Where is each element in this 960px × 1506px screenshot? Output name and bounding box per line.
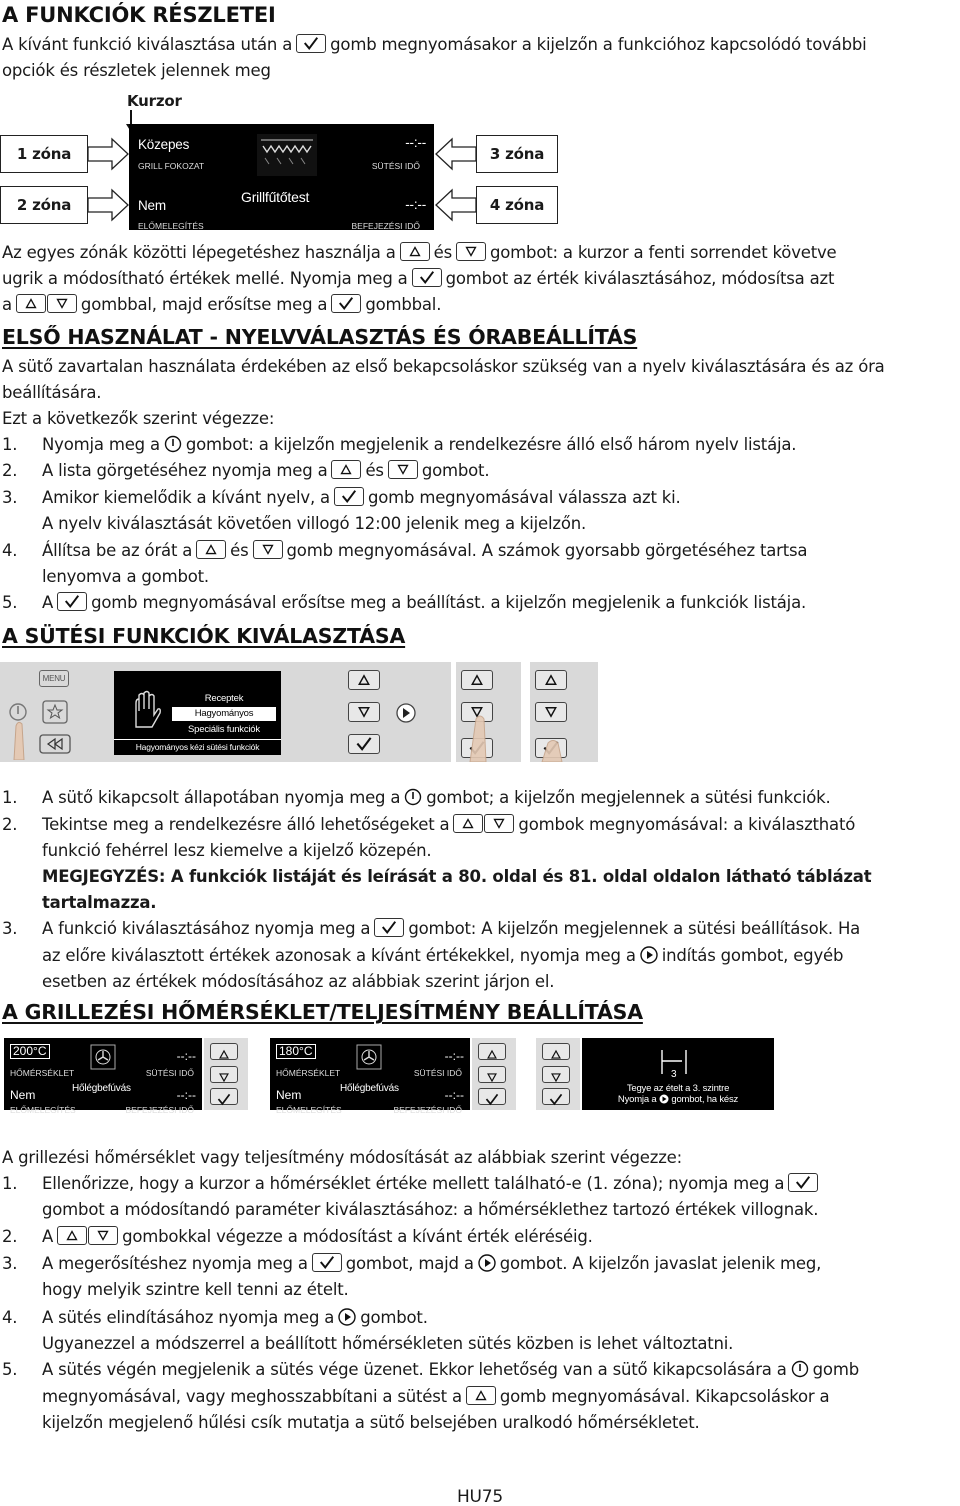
check-icon (57, 592, 87, 611)
end-time-value: --:-- (176, 1088, 196, 1102)
temp-value: 200°C (10, 1044, 50, 1059)
step-number: 4. (2, 541, 18, 560)
time-label: SÜTÉSI IDŐ (413, 1068, 462, 1078)
menu-item-specialis[interactable]: Speciális funkciók (188, 724, 260, 735)
menu-button[interactable]: MENU (39, 670, 69, 687)
up-button[interactable] (210, 1043, 238, 1060)
step-number: 2. (2, 815, 18, 834)
down-icon (253, 540, 283, 559)
check-button[interactable] (210, 1088, 238, 1105)
zone1-label: GRILL FOKOZAT (138, 161, 205, 171)
preheat-label: ELŐMELEGÍTÉS (10, 1105, 76, 1115)
up-icon (57, 1226, 87, 1245)
up-icon (16, 294, 46, 313)
check-icon (296, 34, 326, 53)
zone1-value: Közepes (138, 137, 190, 152)
elso-p2: beállítására. (2, 383, 102, 402)
elso-step-3b: A nyelv kiválasztását követően villogó 12:00 jelenik meg a kijelzőn. (42, 514, 587, 533)
grill-step-1b: gombot a módosítandó paraméter kiválasztásához: a hőmérséklethez tartozó értékek villognak. (42, 1200, 819, 1219)
sutesi-step-3b: az előre kiválasztott értékek azonosak a kívánt értékekkel, nyomja meg a indítás gombot, egyéb (42, 946, 844, 965)
arrow-right-icon (88, 131, 130, 231)
temp-value: 180°C (276, 1044, 316, 1059)
step-number: 3. (2, 919, 18, 938)
grill-display-1 (4, 1038, 202, 1115)
grill-step-2: A gombokkal végezze a módosítást a kívánt érték eléréséig. (42, 1227, 593, 1246)
oven-display (129, 124, 434, 230)
zones-text-1: Az egyes zónák közötti lépegetéshez használja a és gombot: a kurzor a fenti sorrendet követve (2, 243, 837, 262)
up-button[interactable] (478, 1043, 506, 1060)
elso-step-1: Nyomja meg a gombot: a kijelzőn megjelenik a rendelkezésre álló első három nyelv listája. (42, 435, 797, 454)
step-number: 4. (2, 1308, 18, 1327)
sutesi-note-1: MEGJEGYZÉS: A funkciók listáját és leírását a 80. oldal és 81. oldal oldalon látható táblázat (42, 867, 872, 886)
function-name: Hőlégbefúvás (72, 1083, 131, 1094)
menu-footer-label: Hagyományos kézi sütési funkciók (114, 739, 281, 754)
hand-icon (128, 689, 162, 729)
grill-step-5: A sütés végén megjelenik a sütés vége üzenet. Ekkor lehetőség van a sütő kikapcsolására a gomb (42, 1360, 859, 1379)
grill-step-3: A megerősítéshez nyomja meg a gombot, majd a gombot. A kijelzőn javaslat jelenik meg, (42, 1254, 822, 1273)
up-icon (466, 1386, 496, 1405)
power-icon (791, 1360, 809, 1378)
play-icon (659, 1094, 669, 1104)
arrow-left-icon (434, 131, 476, 231)
elso-step-5: A gomb megnyomásával erősítse meg a beállítást. a kijelzőn megjelenik a funkciók listája. (42, 593, 807, 612)
power-icon (164, 435, 182, 453)
preheat-value: Nem (276, 1088, 302, 1102)
check-icon (334, 487, 364, 506)
end-time-label: BEFEJEZÉSI IDŐ (125, 1105, 194, 1115)
grill-step-1: Ellenőrizze, hogy a kurzor a hőmérséklet értéke mellett található-e (1. zóna); nyomja meg a (42, 1171, 822, 1197)
time-label: SÜTÉSI IDŐ (145, 1068, 194, 1078)
page-number: HU75 (456, 1487, 504, 1506)
down-icon (484, 814, 514, 833)
elso-step-3: Amikor kiemelődik a kívánt nyelv, a gomb megnyomásával válassza azt ki. (42, 488, 681, 507)
zone-4: 4 zóna (476, 186, 558, 224)
step-number: 3. (2, 1254, 18, 1273)
back-icon[interactable] (39, 734, 71, 754)
grill-step-3b: hogy melyik szintre kell tenni az ételt. (42, 1280, 349, 1299)
level-message: Tegye az ételt a 3. szintre (626, 1083, 730, 1094)
level-display (582, 1038, 774, 1110)
preheat-value: Nem (10, 1088, 36, 1102)
function-list-display (114, 671, 281, 755)
down-button[interactable] (348, 702, 380, 722)
level-instruction: Nyomja a gombot, ha kész (617, 1094, 739, 1105)
up-button[interactable] (542, 1043, 570, 1060)
up-button[interactable] (348, 670, 380, 690)
down-button[interactable] (535, 702, 567, 722)
play-icon (640, 946, 658, 964)
sutesi-step-3c: esetben az értékek módosításához az alábbiak szerint járjon el. (42, 972, 555, 991)
grill-button-strip-2 (472, 1038, 516, 1110)
fan-icon (356, 1044, 382, 1070)
heading-grill: A GRILLEZÉSI HŐMÉRSÉKLET/TELJESÍTMÉNY BEÁLLÍTÁSA (2, 1000, 643, 1024)
check-icon (374, 918, 404, 937)
down-button[interactable] (478, 1066, 506, 1083)
menu-item-hagyomanyos[interactable]: Hagyományos (172, 707, 276, 721)
zone4-label: BEFEJEZÉSI IDŐ (351, 221, 420, 231)
zone-2: 2 zóna (0, 186, 88, 224)
heading-elso: ELSŐ HASZNÁLAT - NYELVVÁLASZTÁS ÉS ÓRABEÁLLÍTÁS (2, 325, 638, 349)
elso-step-4: Állítsa be az órát a és gomb megnyomásával. A számok gyorsabb görgetéséhez tartsa (42, 541, 808, 560)
play-icon[interactable] (395, 702, 417, 724)
function-name: Hőlégbefúvás (340, 1083, 399, 1094)
step-number: 1. (2, 1174, 18, 1193)
grill-step-4b: Ugyanezzel a módszerrel a beállított hőmérsékleten sütés közben is lehet változtatni. (42, 1334, 734, 1353)
elso-p3: Ezt a következők szerint végezze: (2, 409, 275, 428)
finger-icon (4, 702, 32, 760)
zone2-value: Nem (138, 198, 166, 213)
up-icon (400, 242, 430, 261)
grill-button-strip-1 (204, 1038, 248, 1110)
grill-intro: A grillezési hőmérséklet vagy teljesítmény módosítását az alábbiak szerint végezze: (2, 1148, 682, 1167)
zone4-value: --:-- (405, 197, 426, 212)
end-time-label: BEFEJEZÉSI IDŐ (393, 1105, 462, 1115)
step-number: 3. (2, 488, 18, 507)
time-value: --:-- (176, 1049, 196, 1063)
grill-display-2 (270, 1038, 470, 1115)
button-strip-2 (530, 662, 598, 762)
check-button[interactable] (348, 734, 380, 754)
check-icon (788, 1173, 818, 1192)
kurzor-label: Kurzor (127, 92, 182, 110)
check-button[interactable] (542, 1088, 570, 1105)
grill-button-strip-3 (536, 1038, 580, 1110)
down-icon (88, 1226, 118, 1245)
star-icon[interactable] (42, 700, 68, 724)
step-number: 1. (2, 788, 18, 807)
power-icon (404, 788, 422, 806)
time-value: --:-- (444, 1049, 464, 1063)
zone2-label: ELŐMELEGÍTÉS (138, 221, 204, 231)
heading-sutesi: A SÜTÉSI FUNKCIÓK KIVÁLASZTÁSA (2, 624, 406, 648)
down-icon (388, 460, 418, 479)
step-number: 1. (2, 435, 18, 454)
button-strip-1 (456, 662, 521, 762)
intro-line-2: opciók és részletek jelennek meg (2, 61, 271, 80)
step-number: 2. (2, 1227, 18, 1246)
fan-icon (90, 1044, 116, 1070)
step-number: 2. (2, 461, 18, 480)
end-time-value: --:-- (444, 1088, 464, 1102)
down-icon (47, 294, 77, 313)
step-number: 5. (2, 1360, 18, 1379)
grill-step-5b: megnyomásával, vagy meghosszabbítani a sütést a gomb megnyomásával. Kikapcsoláskor a (42, 1387, 830, 1406)
sutesi-note-2: tartalmazza. (42, 893, 157, 912)
down-icon (456, 242, 486, 261)
down-button[interactable] (542, 1066, 570, 1083)
up-icon (453, 814, 483, 833)
temp-label: HŐMÉRSÉKLET (276, 1068, 341, 1078)
zones-text-3: a gombbal, majd erősítse meg a gombbal. (2, 295, 442, 314)
intro-line-1: A kívánt funkció kiválasztása után a gomb megnyomásakor a kijelzőn a funkcióhoz kapcsolódó további (2, 35, 867, 54)
sutesi-step-2: Tekintse meg a rendelkezésre álló lehetőségeket a gombok megnyomásával: a kiválasztható (42, 815, 856, 834)
elso-step-2: A lista görgetéséhez nyomja meg a és gombot. (42, 461, 490, 480)
function-name: Grillfűtőtest (241, 189, 310, 205)
heading-funkciok: A FUNKCIÓK RÉSZLETEI (2, 3, 276, 27)
control-panel (0, 662, 451, 762)
grill-step-5c: kijelzőn megjelenő hűlési csík mutatja a sütő belsejében uralkodó hőmérsékletet. (42, 1413, 700, 1432)
zone-1: 1 zóna (0, 135, 88, 173)
play-icon (338, 1308, 356, 1326)
play-icon (478, 1254, 496, 1272)
zone3-value: --:-- (405, 135, 426, 150)
menu-item-receptek[interactable]: Receptek (204, 693, 244, 704)
elso-p1: A sütő zavartalan használata érdekében az első bekapcsoláskor szükség van a nyelv kiválasztására és az óra (2, 357, 885, 376)
up-button[interactable] (535, 670, 567, 690)
up-button[interactable] (461, 670, 493, 690)
sutesi-step-1: A sütő kikapcsolt állapotában nyomja meg a gombot; a kijelzőn megjelennek a sütési funkciók. (42, 788, 831, 807)
down-button[interactable] (210, 1066, 238, 1083)
check-icon (412, 268, 442, 287)
level-number: 3 (671, 1069, 677, 1080)
check-icon (331, 294, 361, 313)
zone-3: 3 zóna (476, 135, 558, 173)
check-icon (312, 1253, 342, 1272)
zones-text-2: ugrik a módosítható értékek mellé. Nyomja meg a gombot az érték kiválasztásához, módosítsa azt (2, 269, 835, 288)
zone3-label: SÜTÉSI IDŐ (371, 161, 420, 171)
up-icon (331, 460, 361, 479)
sutesi-step-2b: funkció fehérrel lesz kiemelve a kijelző közepén. (42, 841, 432, 860)
up-icon (196, 540, 226, 559)
step-number: 5. (2, 593, 18, 612)
elso-step-4b: lenyomva a gombot. (42, 567, 209, 586)
grill-step-4: A sütés elindításához nyomja meg a gombot. (42, 1308, 428, 1327)
preheat-label: ELŐMELEGÍTÉS (276, 1105, 342, 1115)
finger-icon (464, 707, 492, 762)
finger-icon (538, 737, 568, 762)
check-button[interactable] (478, 1088, 506, 1105)
sutesi-step-3: A funkció kiválasztásához nyomja meg a gombot: A kijelzőn megjelennek a sütési beállítások. Ha (42, 919, 861, 938)
temp-label: HŐMÉRSÉKLET (10, 1068, 75, 1078)
grill-element-icon (257, 134, 317, 176)
